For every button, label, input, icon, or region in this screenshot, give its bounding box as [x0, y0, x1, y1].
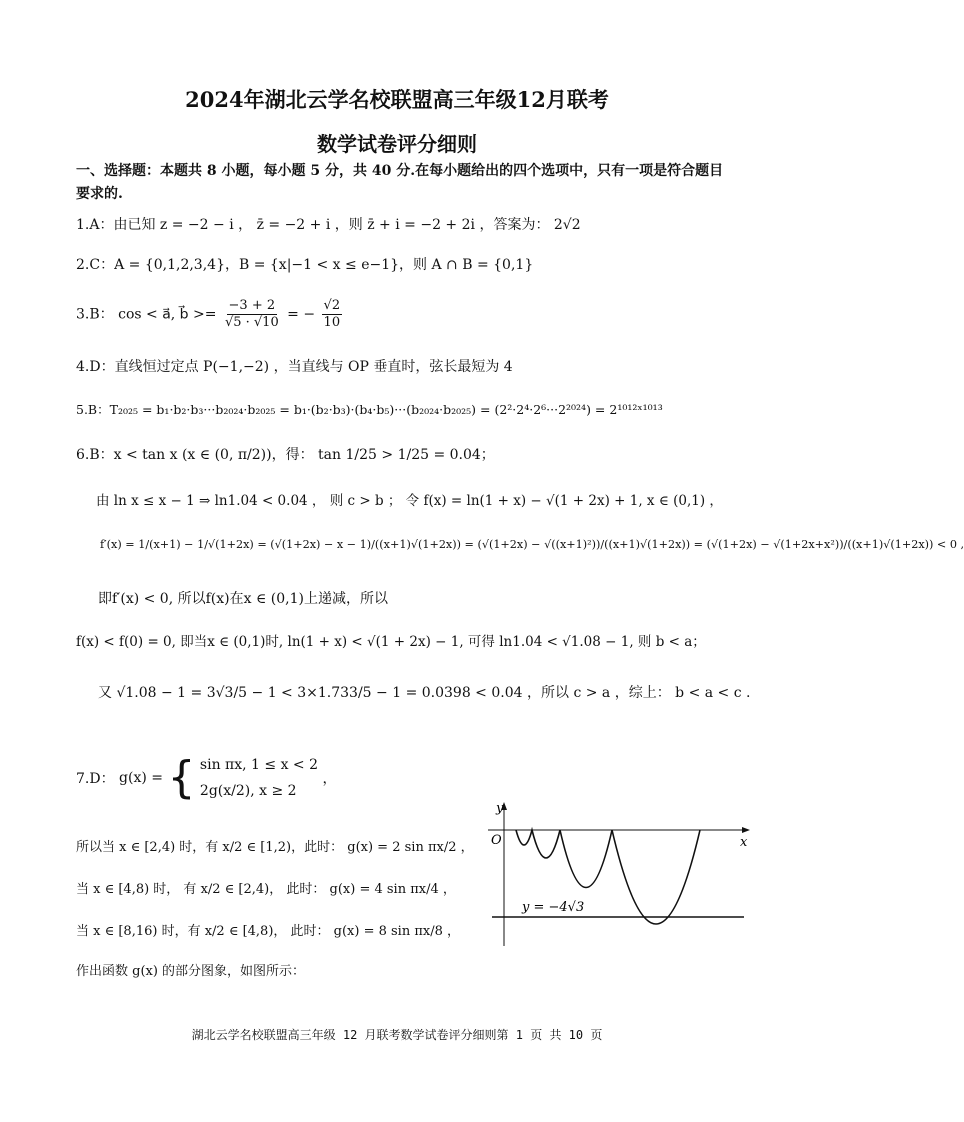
- q3-num2: √2: [323, 298, 341, 313]
- answer-q1: [76, 214, 581, 234]
- function-graph: [488, 800, 758, 950]
- q3-den1: √5 · √10: [224, 315, 279, 330]
- q7-case1: sin πx, 1 ≤ x < 2: [199, 757, 319, 773]
- q3-fraction-2: [322, 298, 343, 331]
- q7-case2: 2g(x/2), x ≥ 2: [199, 783, 297, 799]
- q3-fraction-1: [223, 298, 281, 331]
- piecewise-cases: [200, 752, 318, 804]
- answer-q7-line4: 作出函数 g(x) 的部分图象，如图所示：: [76, 964, 306, 979]
- page-title: 2024年湖北云学名校联盟高三年级12月联考: [185, 87, 609, 112]
- answer-q7-def: [76, 752, 336, 804]
- q2-text: A = {0,1,2,3,4}，B = {x|−1 < x ≤ e−1}，则 A ∩ B = {0,1}: [114, 257, 534, 273]
- answer-q6-line1: [76, 444, 495, 464]
- q3-pre: cos < a⃗, b⃗ >=: [118, 306, 217, 323]
- q4-label: 4.D：: [76, 359, 115, 375]
- q2-label: 2.C：: [76, 257, 115, 273]
- answer-q6-line5: f(x) < f(0) = 0, 即当x ∈ (0,1)时, ln(1 + x) < √(1 + 2x) − 1, 可得 ln1.04 < √1.08 − 1, 则 b < a；: [76, 634, 706, 650]
- answer-q6-line2: 由 ln x ≤ x − 1 ⇒ ln1.04 < 0.04 ， 则 c > b ； 令 f(x) = ln(1 + x) − √(1 + 2x) + 1, x ∈ (0,1) ，: [96, 493, 723, 509]
- q1-text: 由已知 z = −2 − i ， z̄ = −2 + i ，则 z̄ + i = −2 + 2i ，答案为： 2√2: [113, 217, 581, 233]
- answer-q6-line6: 又 √1.08 − 1 = 3√3/5 − 1 < 3×1.733/5 − 1 = 0.0398 < 0.04 ，所以 c > a ，综上： b < a < c .: [98, 685, 751, 701]
- piecewise-brace: {: [167, 752, 196, 803]
- page-subtitle: 数学试卷评分细则: [317, 132, 477, 156]
- q7-label: 7.D：: [76, 771, 115, 787]
- q3-mid: = −: [287, 306, 316, 323]
- y-axis-label: y: [496, 801, 504, 816]
- q5-text: T₂₀₂₅ = b₁·b₂·b₃···b₂₀₂₄·b₂₀₂₅ = b₁·(b₂·b₃)·(b₄·b₅)···(b₂₀₂₄·b₂₀₂₅) = (2²·2⁴·2⁶···2²⁰²⁴) = 2¹⁰¹²ˣ¹⁰¹³: [109, 402, 663, 417]
- q7-g: g(x) =: [119, 770, 164, 786]
- answer-q3: [76, 298, 344, 331]
- q1-label: 1.A：: [76, 217, 114, 233]
- origin-label: O: [491, 833, 502, 848]
- line-label: y = −4√3: [522, 900, 585, 915]
- answer-q4: [76, 356, 513, 376]
- q3-label: 3.B：: [76, 306, 114, 323]
- q4-text: 直线恒过定点 P(−1,−2) ，当直线与 OP 垂直时，弦长最短为 4: [114, 359, 513, 375]
- q6-line1: x < tan x (x ∈ (0, π/2))，得： tan 1/25 > 1/25 = 0.04；: [113, 447, 495, 463]
- x-axis-label: x: [740, 835, 748, 850]
- answer-q6-line3: f′(x) = 1/(x+1) − 1/√(1+2x) = (√(1+2x) − x − 1)/((x+1)√(1+2x)) = (√(1+2x) − √((x+1)²))/((x+1)√(1+2x)) = (√(1+2x) − √(1+2x+x²))/((x+1)√(1+2x)) < 0 ,: [100, 538, 964, 551]
- q3-den2: 10: [323, 315, 341, 330]
- page-footer: 湖北云学名校联盟高三年级 12 月联考数学试卷评分细则第 1 页 共 10 页: [191, 1028, 603, 1042]
- answer-q6-line4: 即f′(x) < 0, 所以f(x)在x ∈ (0,1)上递减，所以: [98, 591, 388, 607]
- q7-tail: ，: [322, 771, 337, 787]
- answer-q2: [76, 254, 533, 274]
- x-axis-arrow: [742, 827, 750, 833]
- answer-q7-line1: 所以当 x ∈ [2,4) 时，有 x/2 ∈ [1,2)，此时： g(x) = 2 sin πx/2 ，: [76, 840, 474, 855]
- q5-label: 5.B：: [76, 402, 110, 417]
- answer-q7-line3: 当 x ∈ [8,16) 时，有 x/2 ∈ [4,8)， 此时： g(x) = 8 sin πx/8 ，: [76, 924, 461, 939]
- q3-num1: −3 + 2: [228, 298, 276, 313]
- q6-label: 6.B：: [76, 447, 114, 463]
- answer-q5: [76, 400, 663, 418]
- answer-q7-line2: 当 x ∈ [4,8) 时， 有 x/2 ∈ [2,4)， 此时： g(x) = 4 sin πx/4 ，: [76, 882, 456, 897]
- section-heading: 一、选择题：本题共 8 小题，每小题 5 分，共 40 分.在每小题给出的四个选项中，只有一项是符合题目要求的.: [76, 163, 724, 202]
